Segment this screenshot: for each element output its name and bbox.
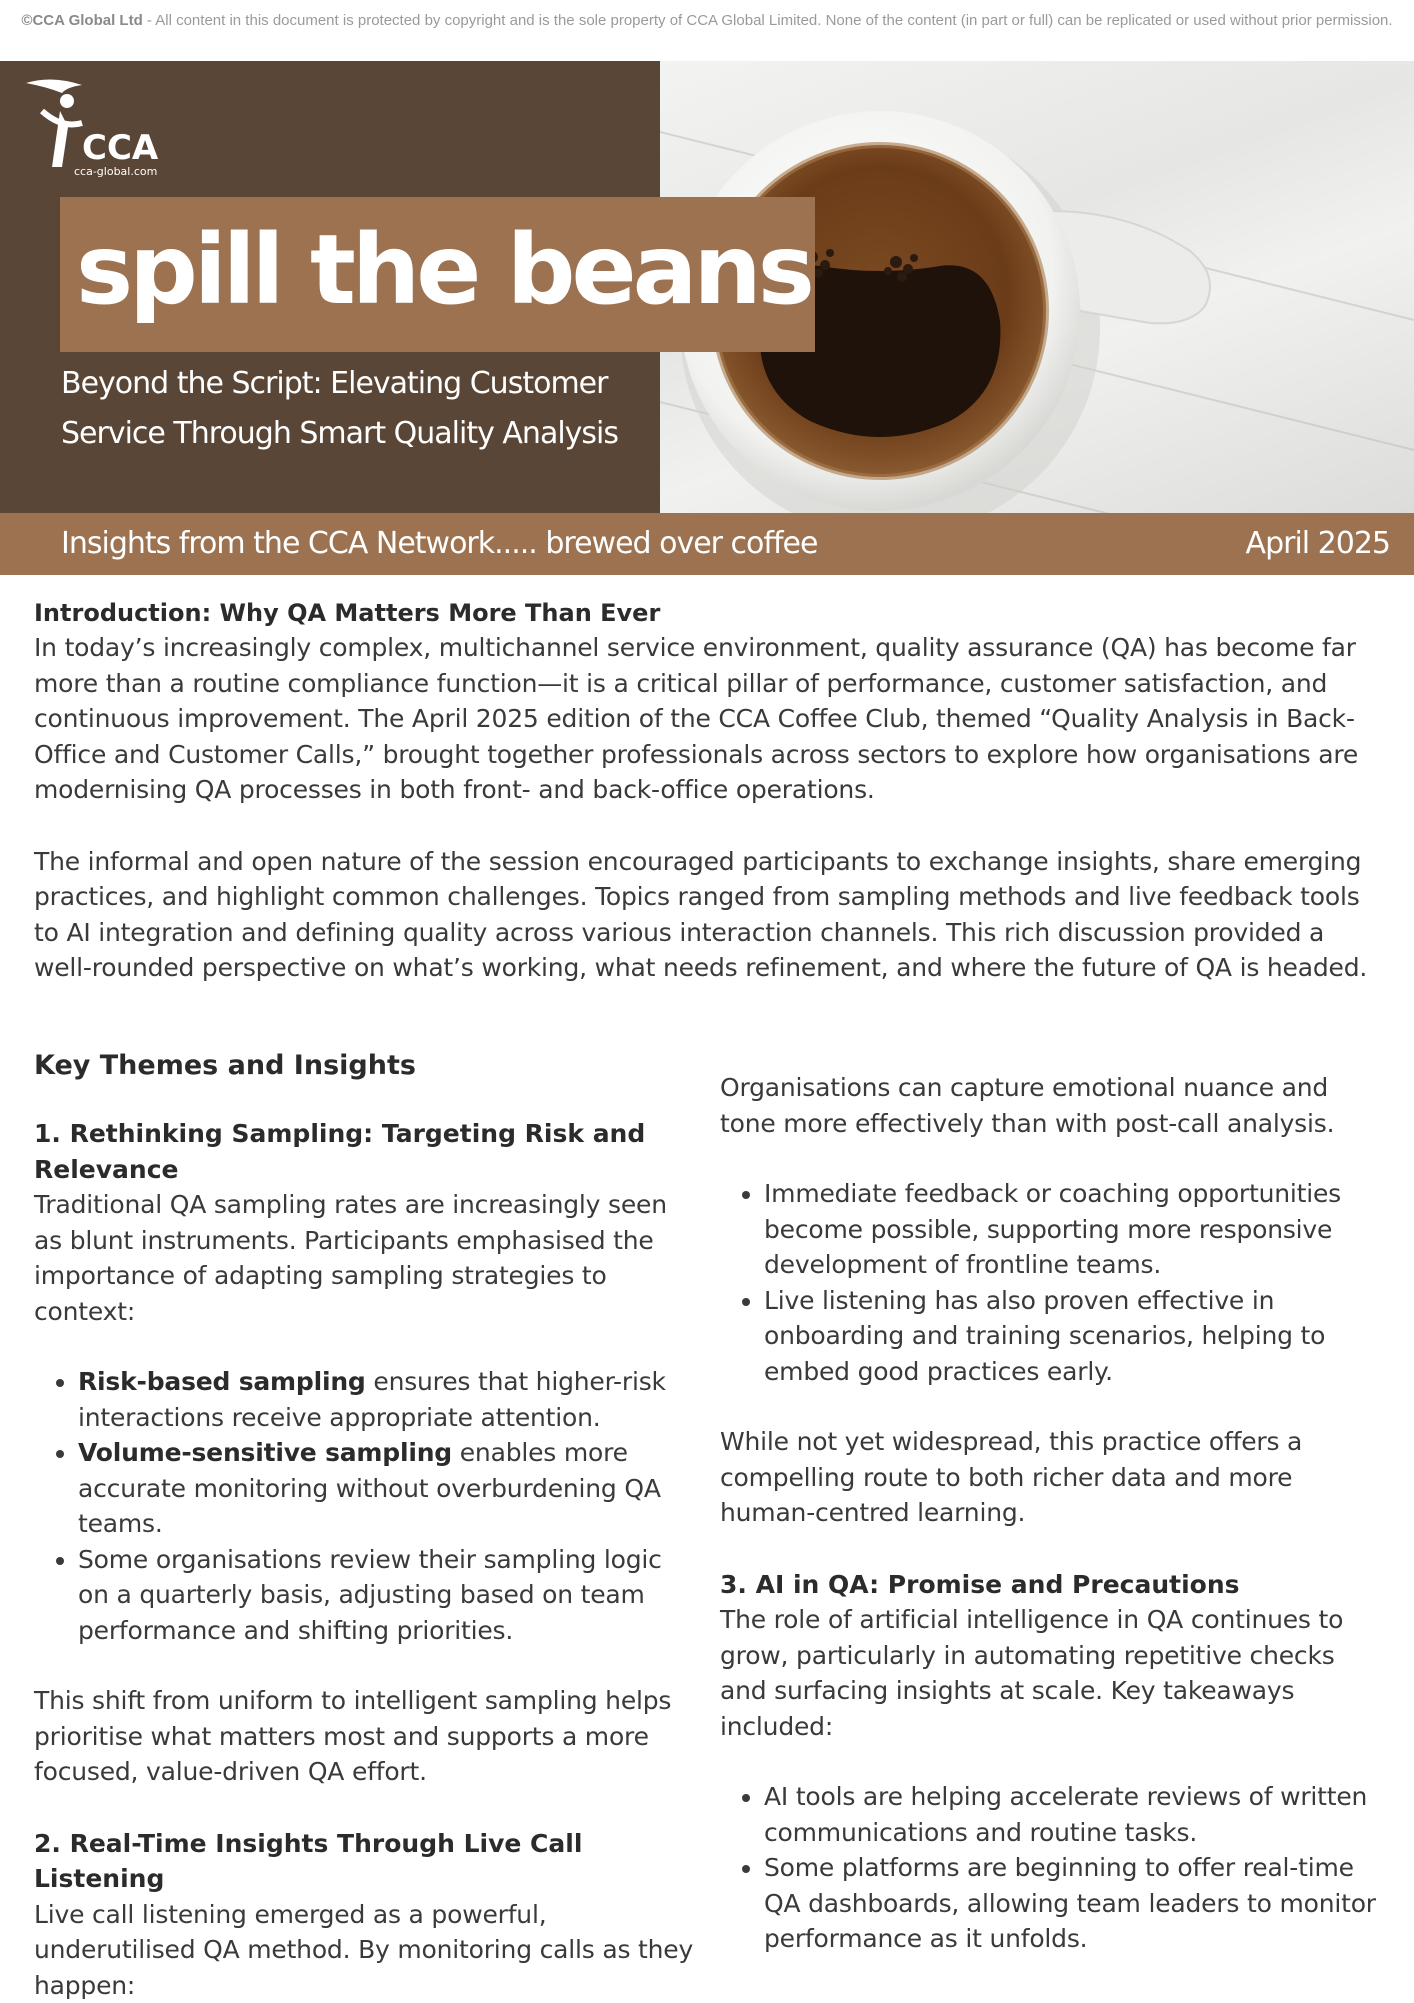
bullet-text: enables more accurate monitoring without overburdening QA teams. (78, 1438, 661, 1538)
section-1-outro: This shift from uniform to intelligent sampling helps prioritise what matters most and supports a more focused, value-driven QA effort. (34, 1683, 700, 1790)
section-3-heading: 3. AI in QA: Promise and Precautions (720, 1567, 1386, 1603)
list-item (78, 1364, 700, 1435)
cca-logo (22, 71, 162, 191)
list-item: • AI tools are helping accelerate reviews of written communications and routine tasks. (764, 1779, 1386, 1850)
tagline: Insights from the CCA Network..... brewed over coffee (61, 513, 817, 575)
section-3-intro: The role of artificial intelligence in QA continues to grow, particularly in automating repetitive checks and surfacing insights at scale. Key takeaways included: (720, 1602, 1386, 1744)
copyright-owner: ©CCA Global Ltd (21, 12, 142, 29)
tagline-band (0, 513, 1414, 575)
section-2-continued: Organisations can capture emotional nuance and tone more effectively than with post-call analysis. (720, 1070, 1386, 1141)
list-item: • Live listening has also proven effective in onboarding and training scenarios, helping to embed good practices early. (764, 1283, 1386, 1390)
newsletter-title: spill the beans (76, 195, 811, 345)
copyright-notice (0, 0, 1414, 60)
copyright-text: - All content in this document is protected by copyright and is the sole property of CCA Global Limited. None of the content (in part or full) can be replicated or used without prior permission. (143, 12, 1393, 29)
section-2-outro: While not yet widespread, this practice offers a compelling route to both richer data and more human-centred learning. (720, 1424, 1386, 1531)
list-item: • Some platforms are beginning to offer real-time QA dashboards, allowing team leaders to monitor performance as it unfolds. (764, 1850, 1386, 1957)
sampling-bullet-list (34, 1364, 700, 1648)
intro-paragraph-2: The informal and open nature of the session encouraged participants to exchange insights, share emerging practices, and highlight common challenges. Topics ranged from sampling methods and live feedback tools to AI integration and defining quality across various interaction channels. This rich discussion provided a well-rounded perspective on what’s working, what needs refinement, and where the future of QA is headed. (34, 844, 1386, 986)
key-themes-heading: Key Themes and Insights (34, 1046, 700, 1086)
logo-brand: CCA (82, 128, 159, 168)
bullet-bold: Volume-sensitive sampling (78, 1438, 452, 1467)
list-item: • Some organisations review their sampling logic on a quarterly basis, adjusting based on team performance and shifting priorities. (78, 1542, 700, 1649)
intro-paragraph-1: In today’s increasingly complex, multichannel service environment, quality assurance (QA) has become far more than a routine compliance function—it is a critical pillar of performance, customer satisfaction, and continuous improvement. The April 2025 edition of the CCA Coffee Club, themed “Quality Analysis in Back-Office and Customer Calls,” brought together professionals across sectors to explore how organisations are modernising QA processes in both front- and back-office operations. (34, 630, 1386, 808)
hero-banner (0, 61, 1414, 575)
section-1-intro: Traditional QA sampling rates are increasingly seen as blunt instruments. Participants emphasised the importance of adapting sampling strategies to context: (34, 1187, 700, 1329)
issue-date: April 2025 (1246, 513, 1390, 575)
intro-heading: Introduction: Why QA Matters More Than Ever (34, 596, 1386, 630)
section-2-heading: 2. Real-Time Insights Through Live Call Listening (34, 1826, 700, 1897)
left-column (34, 1046, 700, 2003)
list-item (78, 1435, 700, 1542)
bullet-bold: Risk-based sampling (78, 1367, 366, 1396)
list-item: • Immediate feedback or coaching opportunities become possible, supporting more responsive development of frontline teams. (764, 1176, 1386, 1283)
right-column (720, 1070, 1386, 1992)
ai-bullet-list (720, 1779, 1386, 1957)
logo-url: cca-global.com (74, 165, 157, 178)
newsletter-subtitle: Beyond the Script: Elevating Customer Service Through Smart Quality Analysis (61, 359, 621, 459)
intro-section (34, 596, 1386, 986)
section-1-heading: 1. Rethinking Sampling: Targeting Risk and Relevance (34, 1116, 700, 1187)
live-listening-bullet-list (720, 1176, 1386, 1389)
section-2-intro: Live call listening emerged as a powerful, underutilised QA method. By monitoring calls as they happen: (34, 1897, 700, 2003)
bullet-text: ensures that higher-risk interactions receive appropriate attention. (78, 1367, 666, 1432)
